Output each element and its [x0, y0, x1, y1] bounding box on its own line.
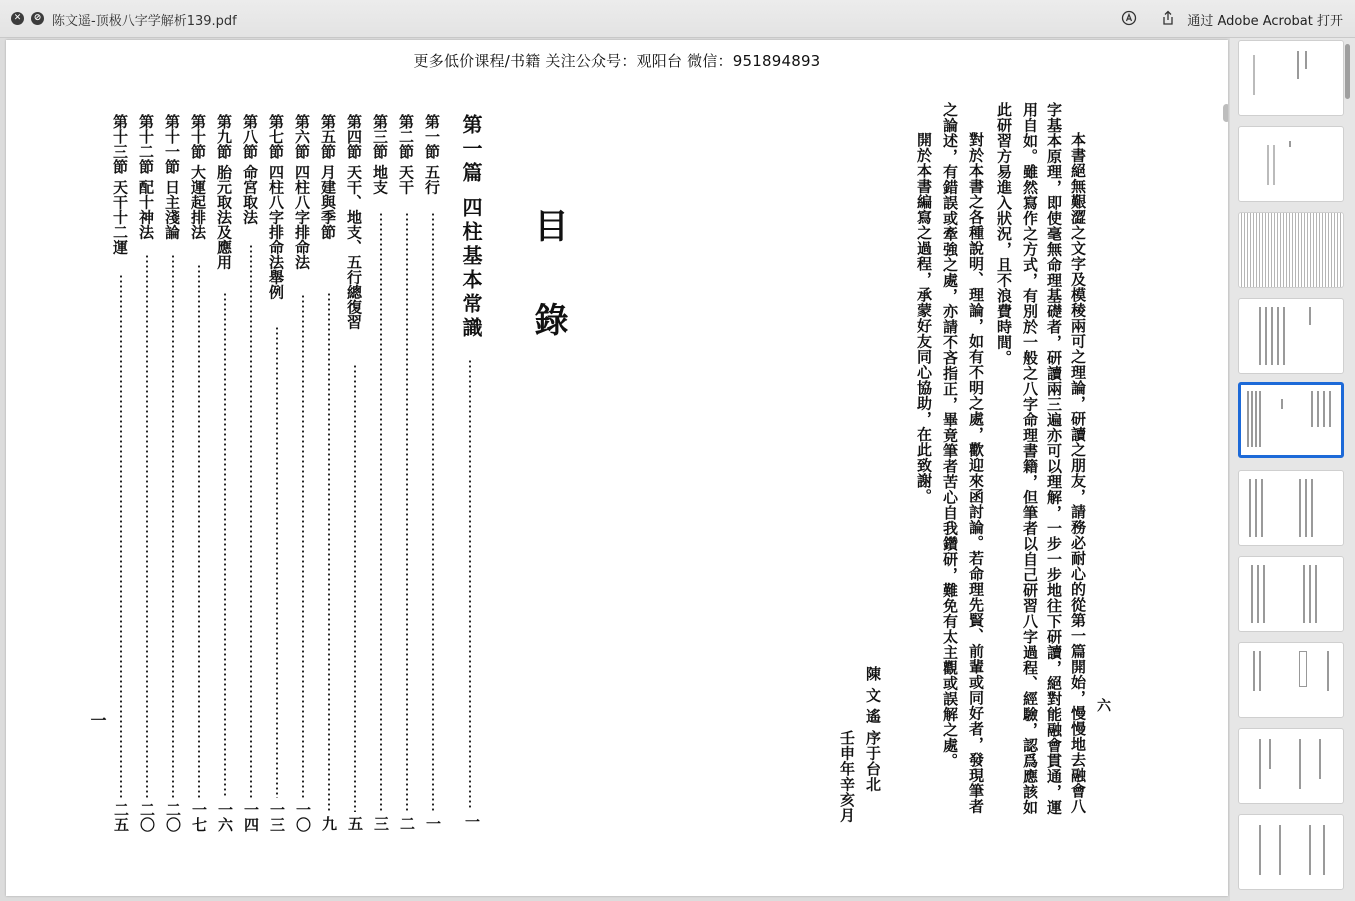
toc-dot-leader: [380, 212, 382, 812]
page-thumbnail[interactable]: [1238, 470, 1344, 546]
toc-section-label: 第三節 地支: [371, 114, 389, 195]
window-title: 陈文遥-顶极八字学解析139.pdf: [52, 14, 237, 29]
toc-section-label: 第四節 天干、地支、五行總復習: [345, 114, 363, 330]
page-thumbnail-selected[interactable]: [1238, 382, 1344, 458]
open-in-acrobat-button[interactable]: 通过 Adobe Acrobat 打开: [1187, 14, 1343, 29]
share-icon[interactable]: [1160, 10, 1176, 26]
page-thumbnail[interactable]: [1238, 126, 1344, 202]
toc-page-number: 三: [372, 816, 390, 831]
minimize-icon[interactable]: ⊘: [31, 12, 44, 25]
toc-page-number: 二: [398, 816, 416, 831]
toc-dot-leader: [354, 364, 356, 812]
toc-section-label: 第七節 四柱八字排命法舉例: [267, 114, 285, 300]
title-bar: [0, 0, 1355, 38]
toc-section-label: 第九節 胎元取法及應用: [215, 114, 233, 270]
toc-page-number: 二〇: [138, 802, 156, 832]
toc-dot-leader: [172, 254, 174, 798]
toc-dot-leader: [224, 292, 226, 798]
toc-section-row[interactable]: [344, 114, 366, 836]
toc-section-label: 第五節 月建與季節: [319, 114, 337, 240]
toc-page-number: 一四: [242, 802, 260, 832]
page-thumbnail[interactable]: [1238, 814, 1344, 890]
preface-line: 對於本書之各種說明、理論，如有不明之處，歡迎來函討論。若命理先賢、前輩或同好者，發現筆者: [967, 132, 985, 814]
preface-line: 此研習方易進入狀況，且不浪費時間。: [995, 102, 1013, 366]
page-thumbnail[interactable]: [1238, 642, 1344, 718]
toc-section-row[interactable]: [110, 114, 132, 836]
toc-section-label: 第十節 大運起排法: [189, 114, 207, 240]
page-thumbnail[interactable]: [1238, 556, 1344, 632]
toc-section-label: 第一節 五行: [423, 114, 441, 195]
page-scrollbar[interactable]: [1223, 104, 1228, 122]
preface-line: 用自如。雖然寫作之方式，有別於一般之八字命理書籍，但筆者以自己研習八字過程、經驗，認爲應該如: [1021, 102, 1039, 815]
toc-section-row[interactable]: [396, 114, 418, 836]
toc-section-row[interactable]: [136, 114, 158, 836]
toc-section-row[interactable]: [162, 114, 184, 836]
toc-section-label: 第十二節 配十神法: [137, 114, 155, 240]
preface-page-number: 六: [1095, 698, 1111, 712]
preface-date: 壬申年辛亥月: [838, 730, 856, 823]
toc-dot-leader: [469, 359, 471, 809]
toc-section-row[interactable]: [266, 114, 288, 836]
toc-dot-leader: [198, 264, 200, 798]
preface-author: 陳 文 遙 序于台北: [864, 666, 882, 792]
toc-section-row[interactable]: [214, 114, 236, 836]
toc-section-row[interactable]: [422, 114, 444, 836]
page-thumbnail[interactable]: [1238, 212, 1344, 288]
markup-icon[interactable]: [1121, 10, 1137, 26]
toc-dot-leader: [406, 212, 408, 812]
toc-section-row[interactable]: [292, 114, 314, 836]
page-thumbnail[interactable]: [1238, 298, 1344, 374]
close-icon[interactable]: ✕: [11, 12, 24, 25]
toc-dot-leader: [302, 294, 304, 799]
preface-line: 字基本原理，即使毫無命理基礎者，研讀兩三遍亦可以理解，一步一步地往下研讀，絕對能融會貫通，運: [1045, 102, 1063, 815]
toc-page-number: 五: [346, 816, 364, 831]
toc-section-label: 第六節 四柱八字排命法: [293, 114, 311, 270]
toc-dot-leader: [250, 244, 252, 798]
toc-dot-leader: [120, 274, 122, 798]
toc-title: 目錄: [528, 208, 568, 396]
toc-page-number: 一〇: [294, 802, 312, 832]
toc-section-row[interactable]: [188, 114, 210, 836]
toc-section-label: 第八節 命宮取法: [241, 114, 259, 225]
page-header-text: 更多低价课程/书籍 关注公众号：观阳台 微信：951894893: [413, 52, 821, 70]
toc-page-number: 一六: [216, 802, 234, 832]
preface-line: 開於本書編寫之過程，承蒙好友同心協助，在此致謝。: [915, 132, 933, 504]
page-thumbnail[interactable]: [1238, 728, 1344, 804]
toc-page-number: 二五: [112, 802, 130, 832]
toc-dot-leader: [276, 326, 278, 798]
toc-dot-leader: [432, 212, 434, 812]
toc-dot-leader: [146, 254, 148, 798]
toc-section-row[interactable]: [370, 114, 392, 836]
toc-section-row[interactable]: [240, 114, 262, 836]
toc-page-number: 一七: [190, 802, 208, 832]
toc-section-label: 第十一節 日主淺論: [163, 114, 181, 240]
page-thumbnail[interactable]: [1238, 40, 1344, 116]
toc-section-row[interactable]: [318, 114, 340, 836]
toc-part-row[interactable]: [457, 114, 483, 836]
toc-section-label: 第十三節 天干十二運: [111, 114, 129, 255]
preface-line: 本書絕無艱澀之文字及模稜兩可之理論，研讀之朋友，請務必耐心的從第一篇開始，慢慢地去融會八: [1069, 132, 1087, 814]
toc-page-number: 一: [463, 814, 481, 829]
toc-section-label: 第二節 天干: [397, 114, 415, 195]
toc-page-number: 一三: [268, 802, 286, 832]
toc-part-title: 第一篇 四柱基本常識: [459, 114, 483, 341]
sidebar-scrollbar[interactable]: [1345, 44, 1350, 99]
toc-page-footer-number: 一: [88, 712, 107, 728]
toc-page-number: 一: [424, 816, 442, 831]
document-page: [6, 40, 1228, 896]
preface-line: 之論述，有錯誤或牽強之處，亦請不吝指正，畢竟筆者苦心自我鑽研，難免有太主觀或誤解之處。: [941, 102, 959, 769]
toc-page-number: 九: [320, 816, 338, 831]
thumbnail-sidebar: [1230, 38, 1355, 901]
toc-page-number: 二〇: [164, 802, 182, 832]
toc-dot-leader: [328, 292, 330, 812]
